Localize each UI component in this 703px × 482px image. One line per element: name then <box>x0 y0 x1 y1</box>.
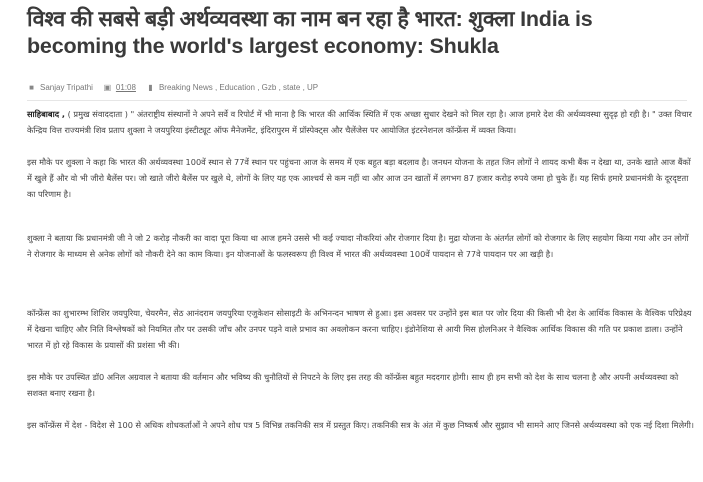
meta-divider <box>27 100 687 101</box>
tag-icon: ▮ <box>148 82 153 92</box>
category-links[interactable]: Breaking News , Education , Gzb , state , UP <box>158 82 319 92</box>
paragraph <box>27 106 695 138</box>
paragraph: कॉन्फ्रेंस का शुभारम्भ शिशिर जयपुरिया, चेयरमैन, सेठ आनंदराम जयपुरिया एजुकेशन सोसाइटी के अभिनन्दन भाषण से हुआ। इस अवसर पर उन्होंने इस बात पर जोर दिया की किसी भी देश के आर्थिक विकास के वैश्विक परिप्रेक्ष्य में देखना चाहिए और निति विश्लेषकों को नियमित तौर पर उसकी जाँच और उनपर पड़ने वाले प्रभाव का अवलोकन करना चाहिए। इंडोनेशिया से आयी मिस होलनिअर ने वैश्विक आर्थिक विकास की गति पर प्रकाश डाला। उन्होंने भारत में हो रहे विकास के प्रयासों की प्रशंसा भी की। <box>27 308 692 350</box>
article-title: विश्व की सबसे बड़ी अर्थव्यवस्था का नाम बन रहा है भारत: शुक्ला India is becoming the world's largest economy: Shukla <box>27 7 593 58</box>
article-body <box>27 106 695 441</box>
paragraph: शुक्ला ने बताया कि प्रधानमंत्री जी ने जो 2 करोड़ नौकरी का वादा पूरा किया था आज हमने उससे भी कई ज्यादा नौकरियां और रोजगार दिया है। मुद्रा योजना के अंतर्गत लोगों को रोजगार के लिए सहयोग किया गया और उन लोगों ने रोजगार के माध्यम से अनेक लोगों को नौकरी देने का काम किया। इन योजनाओं के फलस्वरूप ही विश्व में भारत की अर्थव्यवस्था 100वें पायदान से 77वे पायदान पर आ खड़ी है। <box>27 233 689 259</box>
post-time[interactable]: 01:08 <box>115 82 136 92</box>
dateline: साहिबाबाद , <box>27 109 66 119</box>
paragraph-text: ( प्रमुख संवाददाता ) " अंतराष्ट्रीय संस्थानों ने अपने सर्वे व रिपोर्ट में भी माना है कि भारत की आर्थिक स्थिति में एक अच्छा सुधार देखने को मिल रहा है। आज हमारे देश की अर्थव्यवस्था सुदृढ़ हो रही है। " उक्त विचार केन्द्रिय वित्त राज्यमंत्री शिव प्रताप शुक्ला ने जयपुरिया इंस्टीट्यूट ऑफ मैनेजमेंट, इंदिरापुरम में प्रॉस्पेक्ट्स और चैलेंजेस पर आयोजित इंटरनेशनल कॉन्फ्रेंस में व्यक्त किया। <box>27 109 692 135</box>
post-meta <box>27 80 687 94</box>
paragraph: इस मौके पर शुक्ला ने कहा कि भारत की अर्थव्यवस्था 100वें स्थान से 77वें स्थान पर पहुंचना आज के समय में एक बहुत बड़ा बदलाव है। जनधन योजना के तहत जिन लोगों ने शायद कभी बैंक न देखा था, उनके खाते आज बैंकों में खुले हैं और वो भी जीरो बैलेंस पर। जो खाते जीरो बैलेंस पर खुले थे, लोगों के लिए यह एक आश्चर्य से कम नहीं था और आज उन खातों में लगभग 87 हजार करोड़ रुपये जमा हो चुके हैं। यह सिर्फ हमारे प्रधानमंत्री के दूरदृष्टता का परिणाम है। <box>27 157 691 199</box>
paragraph: इस कॉन्फ्रेंस में देश - विदेश से 100 से अधिक शोधकर्ताओं ने अपने शोध पत्र 5 विभिन्न तकनिकी सत्र में प्रस्तुत किए। तकनिकी सत्र के अंत में कुछ निष्कर्ष और सुझाव भी सामने आए जिनसे अर्थव्यवस्था को एक नई दिशा मिलेगी। <box>27 420 694 430</box>
author-link[interactable]: Sanjay Tripathi <box>40 82 93 92</box>
user-icon: ■ <box>29 82 34 92</box>
calendar-icon: ▣ <box>103 82 112 92</box>
paragraph: इस मौके पर उपस्थित डॉ0 अनिल अग्रवाल ने बताया की वर्तमान और भविष्य की चुनौतियों से निपटने के लिए इस तरह की कॉन्फ्रेंस बहुत मददगार होगी। साथ ही हम सभी को देश के साथ चलना है और अपनी अर्थव्यवस्था को सशक्त बनाए रखना है। <box>27 372 679 398</box>
